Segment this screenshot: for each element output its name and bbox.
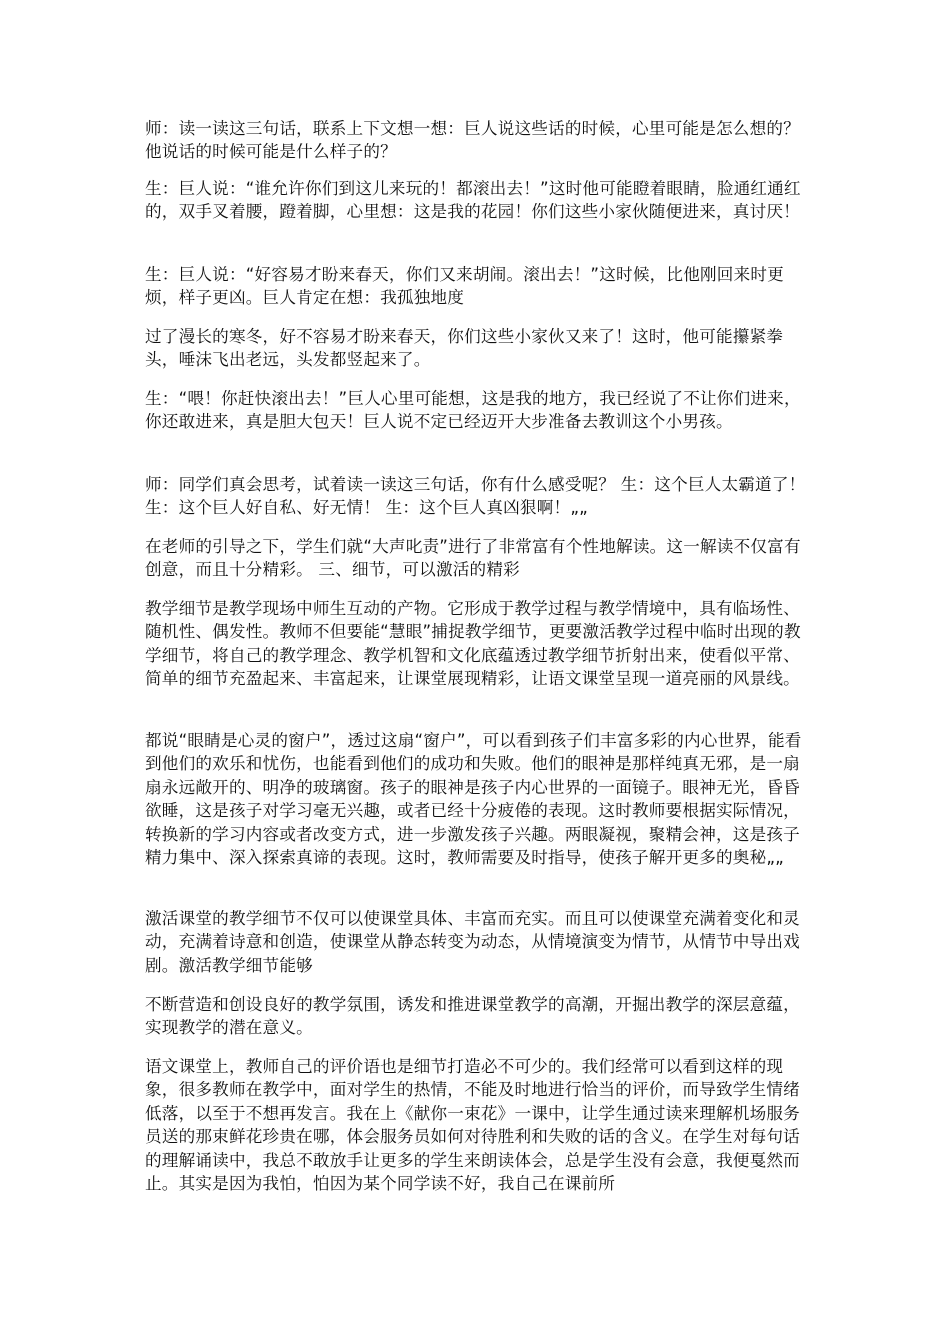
paragraph-7: 在老师的引导之下，学生们就“大声叱责”进行了非常富有个性地解读。这一解读不仅富有创意，而且十分精彩。 三、细节，可以激活的精彩 xyxy=(145,537,801,580)
paragraph-6: 师：同学们真会思考，试着读一读这三句话，你有什么感受呢？ 生：这个巨人太霸道了！ 生：这个巨人好自私、好无情！ 生：这个巨人真凶狠啊！„„ xyxy=(145,475,806,518)
paragraph-4: 过了漫长的寒冬，好不容易才盼来春天，你们这些小家伙又来了！这时，他可能攥紧拳头，唾沫飞出老远，头发都竖起来了。 xyxy=(145,327,784,370)
paragraph-9: 都说“眼睛是心灵的窗户”，透过这扇“窗户”，可以看到孩子们丰富多彩的内心世界，能看到他们的欢乐和忧伤，也能看到他们的成功和失败。他们的眼神是那样纯真无邪，是一扇扇永远敞开的、明净的玻璃窗。孩子的眼神是孩子内心世界的一面镜子。眼神无光，昏昏欲睡，这是孩子对学习毫无兴趣，或者已经十分疲倦的表现。这时教师要根据实际情况，转换新的学习内容或者改变方式，进一步激发孩子兴趣。两眼凝视，聚精会神，这是孩子精力集中、深入探索真谛的表现。这时，教师需要及时指导，使孩子解开更多的奥秘„„ xyxy=(145,731,802,868)
paragraph-10: 激活课堂的教学细节不仅可以使课堂具体、丰富而充实。而且可以使课堂充满着变化和灵动，充满着诗意和创造，使课堂从静态转变为动态，从情境演变为情节，从情节中导出戏剧。激活教学细节能够 xyxy=(145,909,800,975)
paragraph-5: 生：“喂！你赶快滚出去！”巨人心里可能想，这是我的地方，我已经说了不让你们进来，你还敢进来，真是胆大包天！巨人说不定已经迈开大步准备去教训这个小男孩。 xyxy=(145,389,801,432)
paragraph-1: 师：读一读这三句话，联系上下文想一想：巨人说这些话的时候，心里可能是怎么想的？他说话的时候可能是什么样子的？ xyxy=(145,119,800,162)
paragraph-2: 生：巨人说：“谁允许你们到这儿来玩的！都滚出去！”这时他可能瞪着眼睛，脸通红通红的，双手叉着腰，蹬着脚，心里想：这是我的花园！你们这些小家伙随便进来，真讨厌！ xyxy=(145,179,801,222)
paragraph-11: 不断营造和创设良好的教学氛围，诱发和推进课堂教学的高潮，开掘出教学的深层意蕴，实现教学的潜在意义。 xyxy=(145,995,800,1038)
paragraph-8: 教学细节是教学现场中师生互动的产物。它形成于教学过程与教学情境中，具有临场性、随机性、偶发性。教师不但要能“慧眼”捕捉教学细节，更要激活教学过程中临时出现的教学细节，将自己的教学理念、教学机智和文化底蕴透过教学细节折射出来，使看似平常、简单的细节充盈起来、丰富起来，让课堂展现精彩，让语文课堂呈现一道亮丽的风景线。 xyxy=(145,599,801,689)
paragraph-3: 生：巨人说：“好容易才盼来春天，你们又来胡闹。滚出去！”这时候，比他刚回来时更烦，样子更凶。巨人肯定在想：我孤独地度 xyxy=(145,265,784,308)
paragraph-12: 语文课堂上，教师自己的评价语也是细节打造必不可少的。我们经常可以看到这样的现象，很多教师在教学中，面对学生的热情，不能及时地进行恰当的评价，而导致学生情绪低落，以至于不想再发言。我在上《献你一束花》一课中，让学生通过读来理解机场服务员送的那束鲜花珍贵在哪，体会服务员如何对待胜利和失败的话的含义。在学生对每句话的理解诵读中，我总不敢放手让更多的学生来朗读体会，总是学生没有会意，我便戛然而止。其实是因为我怕，怕因为某个同学读不好，我自己在课前所 xyxy=(145,1057,800,1194)
